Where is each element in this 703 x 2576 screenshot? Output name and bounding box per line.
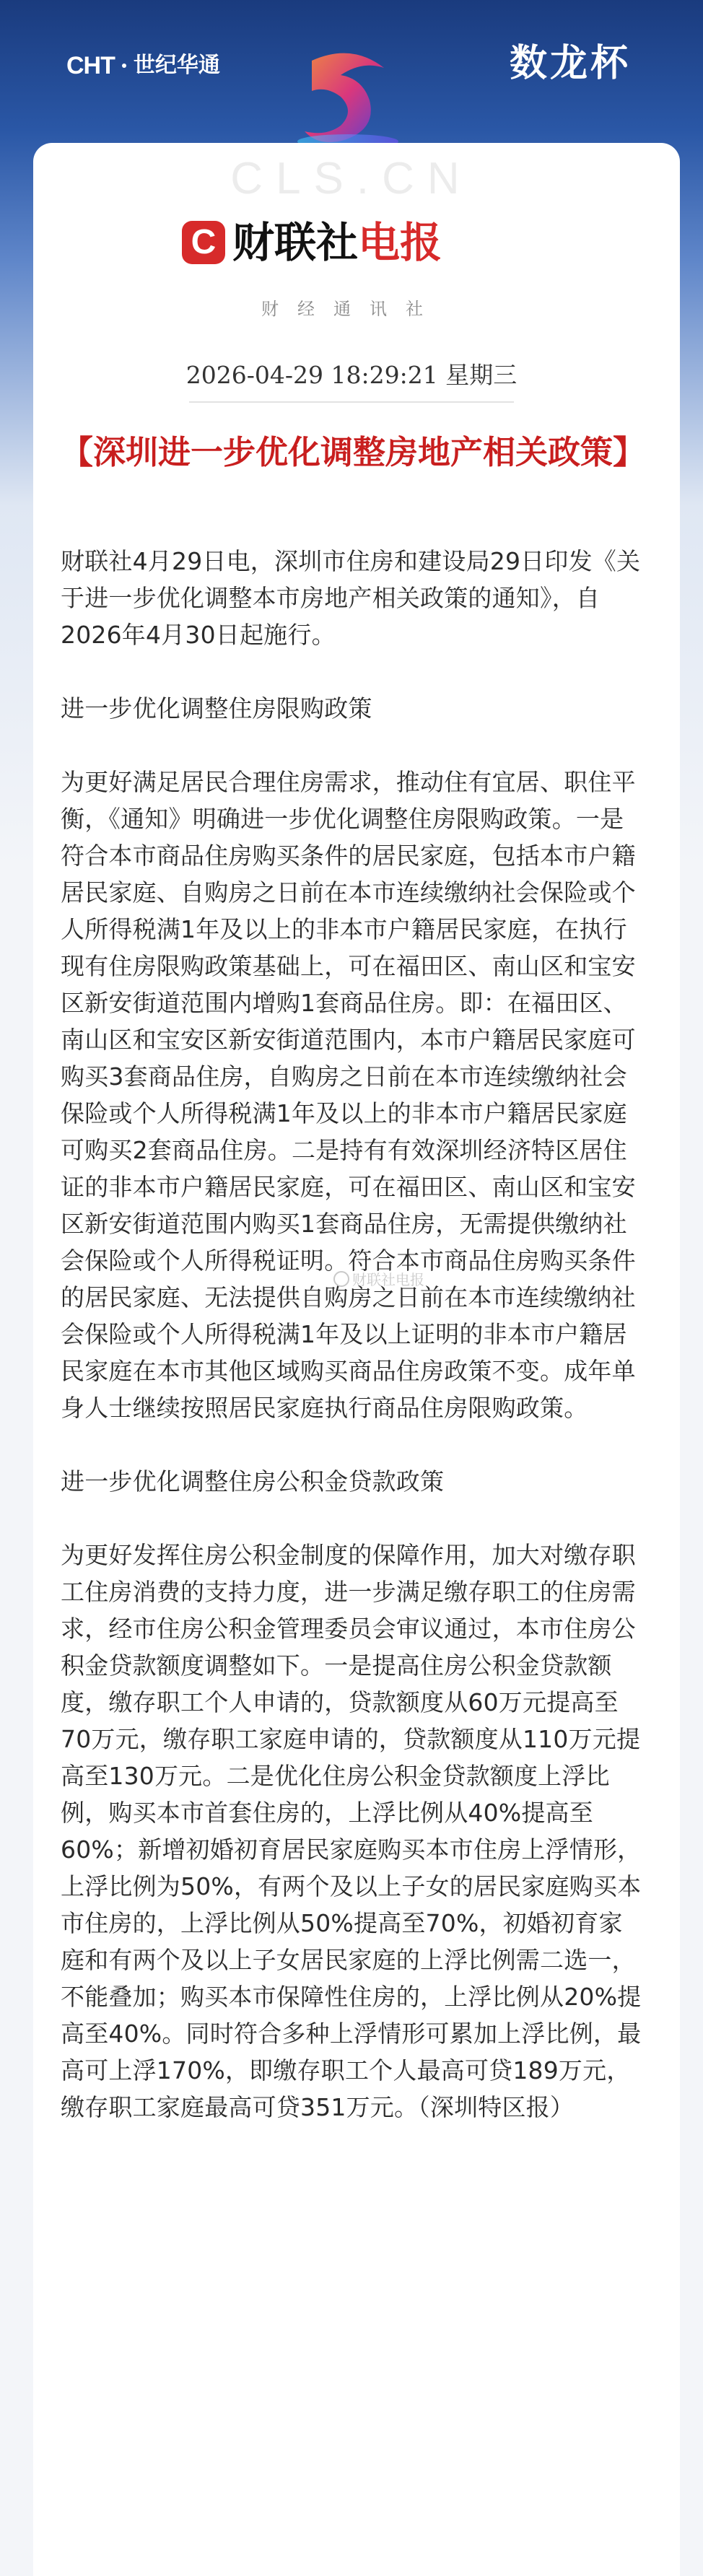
paragraph-purchase: 为更好满足居民合理住房需求，推动住有宜居、职住平衡，《通知》明确进一步优化调整住房限购政策。一是符合本市商品住房购买条件的居民家庭，包括本市户籍居民家庭、自购房之日前在本市连续缴纳社会保险或个人所得税满1年及以上的非本市户籍居民家庭，在执行现有住房限购政策基础上，可在福田区、南山区和宝安区新安街道范围内增购1套商品住房。即：在福田区、南山区和宝安区新安街道范围内，本市户籍居民家庭可购买3套商品住房，自购房之日前在本市连续缴纳社会保险或个人所得税满1年及以上的非本市户籍居民家庭可购买2套商品住房。二是持有有效深圳经济特区居住证的非本市户籍居民家庭，可在福田区、南山区和宝安区新安街道范围内购买1套商品住房，无需提供缴纳社会保险或个人所得税证明。符合本市商品住房购买条件的居民家庭、无法提供自购房之日前在本市连续缴纳社会保险或个人所得税满1年及以上证明的非本市户籍居民家庭在本市其他区域购买商品住房政策不变。成年单身人士继续按照居民家庭执行商品住房限购政策。 [61,768,636,1422]
inline-watermark-text: 财联社电报 [352,1271,424,1288]
section-heading-purchase: 进一步优化调整住房限购政策 [61,694,372,722]
cht-logo-mark: CHT [66,52,115,79]
cls-logo [182,218,442,267]
date-divider [189,401,514,403]
watermark-logo-icon [333,1271,349,1287]
dateline [0,357,703,390]
cls-logo-text [232,218,442,267]
section-heading-fund: 进一步优化调整住房公积金贷款政策 [61,1467,445,1496]
cls-subtitle: 财经通讯社 [261,299,442,319]
inline-watermark [333,1268,424,1289]
article-headline: 【深圳进一步优化调整房地产相关政策】 [61,433,646,471]
cls-watermark: CLS.CN [230,154,473,204]
brand-dot-icon [122,64,126,68]
sponsor-logo [66,53,220,78]
cls-logo-telegraph: 电报 [358,218,442,267]
article-body [61,543,645,2162]
sponsor-name: 世纪华通 [133,53,220,78]
cls-badge-icon: C [182,221,225,264]
paragraph-fund: 为更好发挥住房公积金制度的保障作用，加大对缴存职工住房消费的支持力度，进一步满足缴存职工的住房需求，经市住房公积金管理委员会审议通过，本市住房公积金贷款额度调整如下。一是提高住房公积金贷款额度，缴存职工个人申请的，贷款额度从60万元提高至70万元，缴存职工家庭申请的，贷款额度从110万元提高至130万元。二是优化住房公积金贷款额度上浮比例，购买本市首套住房的，上浮比例从40%提高至60%；新增初婚初育居民家庭购买本市住房上浮情形，上浮比例为50%，有两个及以上子女的居民家庭购买本市住房的，上浮比例从50%提高至70%，初婚初育家庭和有两个及以上子女居民家庭的上浮比例需二选一，不能叠加；购买本市保障性住房的，上浮比例从20%提高至40%。同时符合多种上浮情形可累加上浮比例，最高可上浮170%，即缴存职工个人最高可贷189万元，缴存职工家庭最高可贷351万元。（深圳特区报） [61,1541,642,2121]
cls-logo-name: 财联社 [232,218,359,267]
paragraph-lead: 财联社4月29日电，深圳市住房和建设局29日印发《关于进一步优化调整本市房地产相关政策的通知》，自2026年4月30日起施行。 [61,547,641,649]
cup-emblem-icon [283,46,413,154]
cup-title: 数龙杯 [509,42,631,85]
publish-datetime: 2026-04-29 18:29:21 星期三 [185,361,518,389]
